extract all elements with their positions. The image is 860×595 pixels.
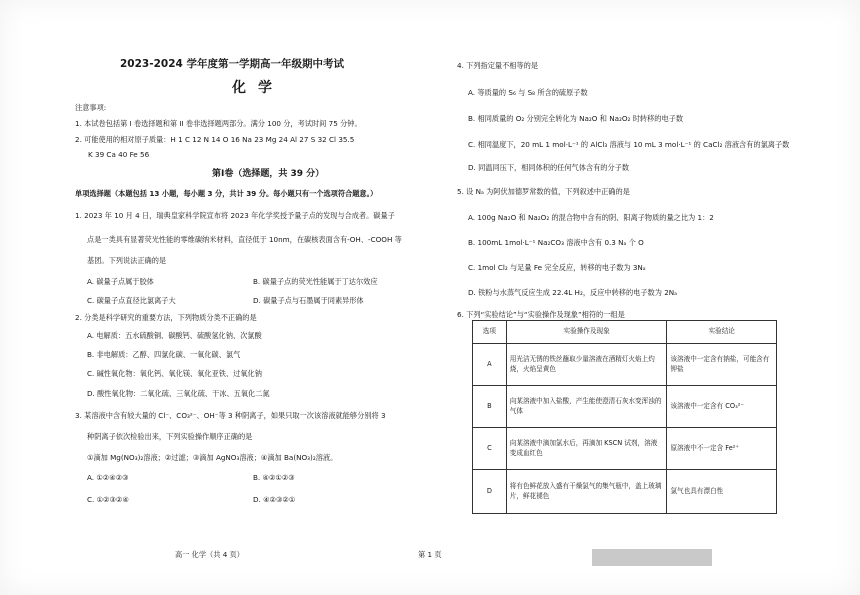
q1-option-a: A. 碳量子点属于胶体 — [87, 277, 154, 286]
notes-heading: 注意事项: — [75, 103, 107, 112]
section-instruction: 单项选择题（本题包括 13 小题，每小题 3 分，共计 39 分。每小题只有一个选项符合题意。） — [75, 189, 378, 198]
row-d-operation: 将有色鲜花放入盛有干燥氯气的集气瓶中，盖上玻璃片，鲜花褪色 — [506, 470, 667, 514]
table-row — [473, 470, 777, 514]
table-row — [473, 428, 777, 470]
notes-item-2-cont: K 39 Ca 40 Fe 56 — [88, 150, 150, 159]
table-header-row — [473, 321, 777, 344]
q4-option-c: C. 相同温度下，20 mL 1 mol·L⁻¹ 的 AlCl₃ 溶液与 10 mL 3 mol·L⁻¹ 的 CaCl₂ 溶液含有的氯离子数 — [468, 140, 790, 149]
q1-option-b: B. 碳量子点的荧光性能属于丁达尔效应 — [253, 277, 378, 286]
q6-stem: 6. 下列“实验结论”与“实验操作及现象”相符的一组是 — [457, 310, 625, 319]
row-a-option: A — [473, 344, 507, 386]
col-header-operation: 实验操作及现象 — [506, 321, 667, 344]
q5-option-a: A. 100g Na₂O 和 Na₂O₂ 的混合物中含有的阴、阳离子物质的量之比为 1：2 — [468, 213, 714, 222]
q2-option-b: B. 非电解质：乙醇、四氯化碳、一氧化碳、氯气 — [87, 350, 241, 359]
q3-option-a: A. ①②④②③ — [87, 473, 129, 482]
table-row — [473, 386, 777, 428]
col-header-option: 选项 — [473, 321, 507, 344]
exam-title: 2023-2024 学年度第一学期高一年级期中考试 — [120, 58, 344, 70]
row-a-conclusion: 该溶液中一定含有钠盐，可能含有钾盐 — [667, 344, 777, 386]
row-a-operation: 用光洁无锈的铁丝蘸取少量溶液在酒精灯火焰上灼烧，火焰呈黄色 — [506, 344, 667, 386]
q3-option-d: D. ④②③②① — [253, 495, 296, 504]
row-d-option: D — [473, 470, 507, 514]
q4-option-a: A. 等质量的 S₆ 与 S₈ 所含的硫原子数 — [468, 88, 588, 97]
q2-option-d: D. 酸性氧化物：二氧化硫、三氧化硫、干冰、五氧化二氮 — [87, 389, 270, 398]
q3-option-c: C. ①②③②④ — [87, 495, 129, 504]
q4-option-b: B. 相同质量的 O₂ 分别完全转化为 Na₂O 和 Na₂O₂ 时转移的电子数 — [468, 114, 684, 123]
q5-option-b: B. 100mL 1mol·L⁻¹ Na₂CO₃ 溶液中含有 0.3 Nₐ 个 O — [468, 238, 644, 247]
row-b-option: B — [473, 386, 507, 428]
q3-line2: 种阴离子依次检验出来，下列实验操作顺序正确的是 — [87, 432, 253, 441]
notes-item-2: 2. 可能使用的相对原子质量：H 1 C 12 N 14 O 16 Na 23 Mg 24 Al 27 S 32 Cl 35.5 — [75, 135, 355, 144]
row-c-conclusion: 原溶液中不一定含 Fe²⁺ — [667, 428, 777, 470]
q1-line1: 1. 2023 年 10 月 4 日，瑞典皇家科学院宣布将 2023 年化学奖授予量子点的发现与合成者。碳量子 — [75, 211, 395, 220]
q3-line1: 3. 某溶液中含有较大量的 Cl⁻、CO₃²⁻、OH⁻等 3 种阴离子，如果只取一次该溶液就能够分别将 3 — [75, 411, 386, 420]
q2-option-a: A. 电解质：五水硫酸铜、碳酸钙、硫酸氢化钠、次氯酸 — [87, 331, 262, 340]
q1-option-c: C. 碳量子点直径比氯离子大 — [87, 296, 176, 305]
row-d-conclusion: 氯气也具有漂白性 — [667, 470, 777, 514]
row-c-option: C — [473, 428, 507, 470]
col-header-conclusion: 实验结论 — [667, 321, 777, 344]
redaction-block — [592, 549, 712, 566]
q4-option-d: D. 同温同压下，相同体积的任何气体含有的分子数 — [468, 163, 630, 172]
q3-line3: ①滴加 Mg(NO₃)₂溶液；②过滤；③滴加 AgNO₃溶液；④滴加 Ba(NO₃)₂溶液。 — [87, 453, 338, 462]
q2-option-c: C. 碱性氧化物：氧化钙、氧化镁、氧化亚铁、过氧化钠 — [87, 369, 262, 378]
q5-option-c: C. 1mol Cl₂ 与足量 Fe 完全反应，转移的电子数为 3Nₐ — [468, 263, 646, 272]
q5-stem: 5. 设 Nₐ 为阿伏加德罗常数的值，下列叙述中正确的是 — [457, 187, 630, 196]
footer-page-number: 第 1 页 — [418, 550, 442, 559]
experiment-table — [472, 320, 777, 514]
row-b-operation: 向某溶液中加入盐酸，产生能使澄清石灰水变浑浊的气体 — [506, 386, 667, 428]
q1-option-d: D. 碳量子点与石墨属于同素异形体 — [253, 296, 364, 305]
section-title: 第I卷（选择题，共 39 分） — [212, 169, 325, 179]
q5-option-d: D. 铁粉与水蒸气反应生成 22.4L H₂，反应中转移的电子数为 2Nₐ — [468, 288, 677, 297]
row-c-operation: 向某溶液中滴加氯水后，再滴加 KSCN 试剂，溶液变成血红色 — [506, 428, 667, 470]
footer-left: 高一 化学（共 4 页） — [175, 550, 244, 559]
subject-title: 化学 — [232, 80, 284, 96]
q1-line2: 点是一类具有显著荧光性能的零维碳纳米材料，直径低于 10nm，在碳核表面含有-OH、-COOH 等 — [87, 235, 402, 244]
table-row — [473, 344, 777, 386]
q4-stem: 4. 下列指定量不相等的是 — [457, 61, 539, 70]
q2-stem: 2. 分类是科学研究的重要方法，下列物质分类不正确的是 — [75, 313, 257, 322]
row-b-conclusion: 该溶液中一定含有 CO₃²⁻ — [667, 386, 777, 428]
q3-option-b: B. ④②①②③ — [253, 473, 295, 482]
q1-line3: 基团。下列说法正确的是 — [87, 256, 167, 265]
notes-item-1: 1. 本试卷包括第 I 卷选择题和第 II 卷非选择题两部分。满分 100 分，考试时间 75 分钟。 — [75, 119, 362, 128]
